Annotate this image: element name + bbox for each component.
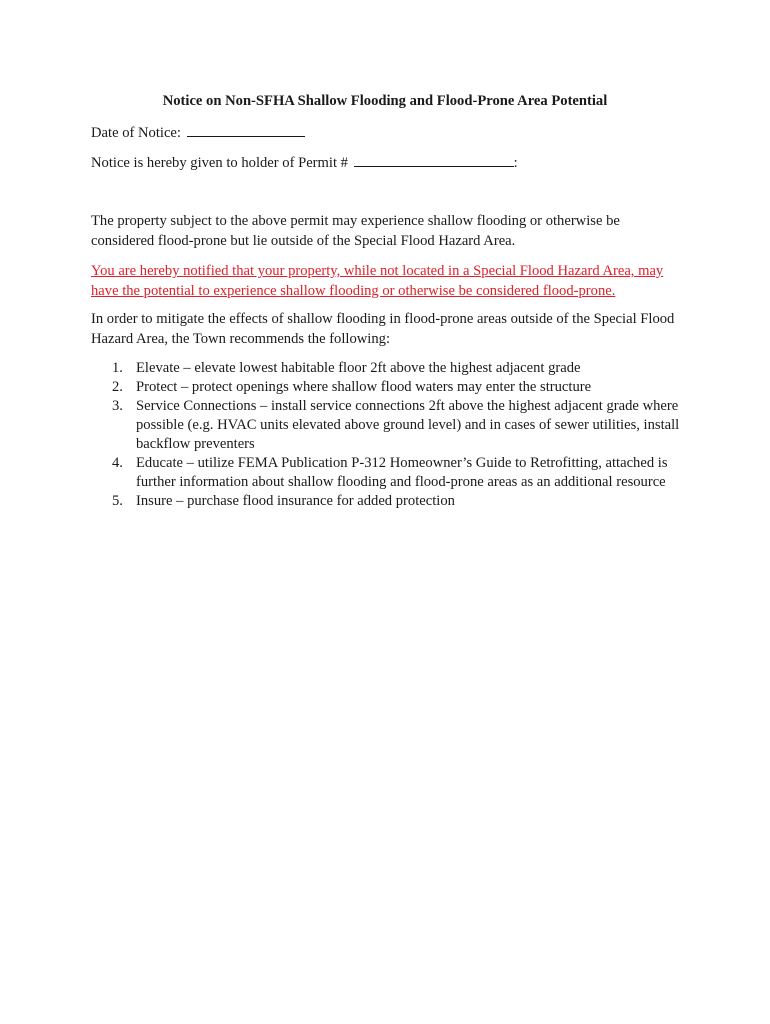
document-title: Notice on Non-SFHA Shallow Flooding and Flood-Prone Area Potential (162, 93, 608, 109)
permit-number-label: Notice is hereby given to holder of Permit # (91, 155, 348, 171)
list-item-number: 1. (112, 360, 123, 376)
intro-paragraph: The property subject to the above permit may experience shallow flooding or otherwise be considered flood-prone but lie outside of the Special Flood Hazard Area. (91, 213, 620, 249)
list-item (91, 454, 691, 492)
list-item (91, 492, 691, 511)
red-notice-paragraph: You are hereby notified that your property, while not located in a Special Flood Hazard Area, may have the potential to experience shallow flooding or otherwise be considered flood-prone. (91, 263, 664, 299)
permit-number-line (91, 154, 518, 172)
permit-number-suffix: : (513, 155, 518, 171)
date-of-notice-label: Date of Notice: (91, 125, 181, 141)
mitigation-paragraph: In order to mitigate the effects of shallow flooding in flood-prone areas outside of the Special Flood Hazard Area, the Town recommends the following: (91, 311, 675, 347)
list-item (91, 378, 691, 397)
list-item-text: Elevate – elevate lowest habitable floor 2ft above the highest adjacent grade (136, 360, 581, 376)
list-item-number: 2. (112, 379, 123, 395)
list-item-number: 3. (112, 398, 123, 414)
date-of-notice-field[interactable] (187, 124, 305, 137)
list-item (91, 359, 691, 378)
list-item-number: 4. (112, 455, 123, 471)
list-item-text: Service Connections – install service connections 2ft above the highest adjacent grade where possible (e.g. HVAC units elevated above ground level) and in cases of sewer utilities, install backflow preventers (136, 398, 680, 452)
permit-number-field[interactable] (354, 154, 514, 167)
list-item-text: Protect – protect openings where shallow flood waters may enter the structure (136, 379, 592, 395)
recommendations-list (91, 359, 691, 511)
list-item (91, 397, 691, 454)
list-item-number: 5. (112, 493, 123, 509)
list-item-text: Insure – purchase flood insurance for added protection (136, 493, 455, 509)
list-item-text: Educate – utilize FEMA Publication P-312 Homeowner’s Guide to Retrofitting, attached is further information about shallow flooding and flood-prone areas as an additional resource (136, 455, 668, 490)
date-of-notice-line (91, 124, 305, 142)
